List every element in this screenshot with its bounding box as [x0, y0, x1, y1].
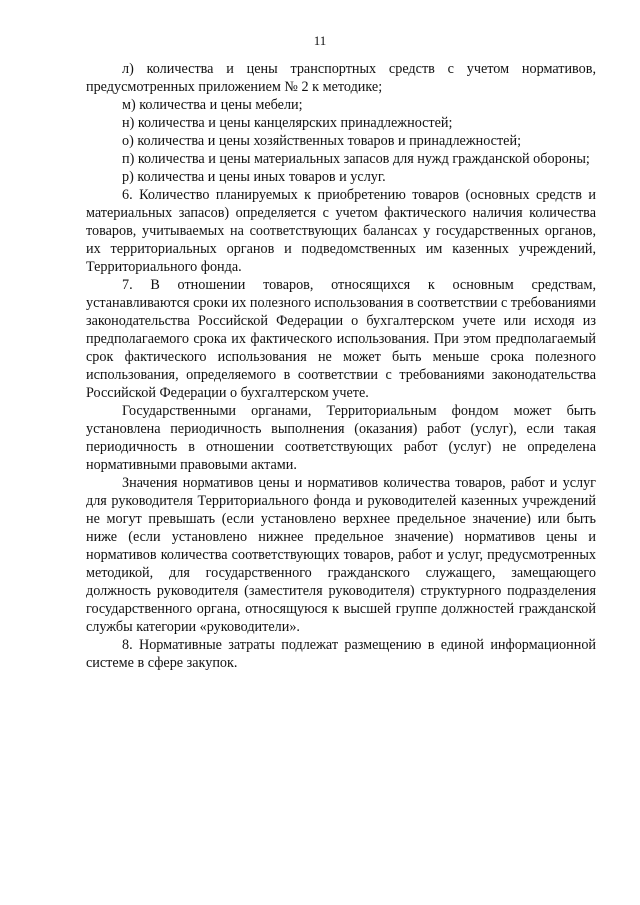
clause-6: 6. Количество планируемых к приобретению товаров (основных средств и материальных запасов) определяется с учетом фактического наличия количества товаров, учитываемых на соответствующих балансах у государственных органов, их территориальных органов и подведомственных им казенных учреждений, Территориального фонда.: [86, 187, 596, 275]
list-item-p: п) количества и цены материальных запасов для нужд гражданской обороны;: [122, 151, 590, 167]
paragraph-periodicity: Государственными органами, Территориальным фондом может быть установлена периодичность выполнения (оказания) работ (услуг), если такая периодичность в отношении соответствующих работ (услуг) не определена нормативными правовыми актами.: [86, 403, 596, 473]
list-item-m: м) количества и цены мебели;: [122, 97, 303, 113]
paragraph-norm-values: Значения нормативов цены и нормативов количества товаров, работ и услуг для руководителя Территориального фонда и руководителей казенных учреждений не могут превышать (если установлено верхнее предельное значение) или быть ниже (если установлено нижнее предельное значение) нормативов цены и нормативов количества соответствующих товаров, работ и услуг, предусмотренных методикой, для государственного гражданского служащего, замещающего должность руководителя (заместителя руководителя) структурного подразделения государственного органа, относящуюся к высшей группе должностей гражданской службы категории «руководители».: [86, 475, 596, 635]
document-body: [86, 60, 596, 672]
list-item-l: л) количества и цены транспортных средств с учетом нормативов, предусмотренных приложением № 2 к методике;: [86, 61, 596, 95]
list-item-r: р) количества и цены иных товаров и услуг.: [122, 169, 386, 185]
clause-8: 8. Нормативные затраты подлежат размещению в единой информационной системе в сфере закупок.: [86, 637, 596, 671]
list-item-o: о) количества и цены хозяйственных товаров и принадлежностей;: [122, 133, 522, 149]
list-item-n: н) количества и цены канцелярских принадлежностей;: [122, 115, 453, 131]
page-number: 11: [313, 33, 327, 48]
clause-7: 7. В отношении товаров, относящихся к основным средствам, устанавливаются сроки их полезного использования в соответствии с требованиями законодательства Российской Федерации о бухгалтерском учете или исходя из предполагаемого срока их фактического использования. При этом предполагаемый срок фактического использования не может быть меньше срока полезного использования, определяемого в соответствии с требованиями законодательства Российской Федерации о бухгалтерском учете.: [86, 277, 596, 401]
